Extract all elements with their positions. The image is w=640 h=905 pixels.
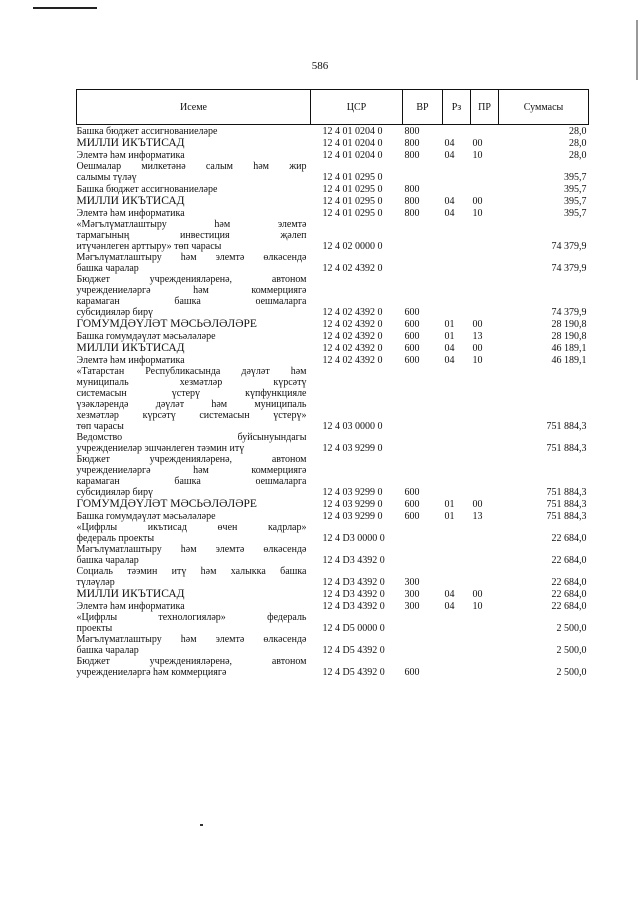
- table-row: [77, 125, 589, 138]
- row-name-line: Оешмалар милкетәнә салым һәм жир: [76, 161, 307, 172]
- row-name-line: учреждениеләргә һәм коммерциягә: [76, 285, 307, 296]
- row-vr: 600: [404, 319, 420, 330]
- row-vr: 800: [404, 138, 420, 149]
- row-name-line: башка чаралар: [76, 645, 139, 656]
- row-rz: [443, 125, 471, 138]
- row-pr: 10: [472, 355, 483, 366]
- header-rz: Рз: [443, 90, 471, 125]
- header-csr: ЦСР: [311, 90, 403, 125]
- row-sum: 74 379,9: [551, 263, 587, 274]
- row-name: [77, 183, 311, 195]
- row-name-line: Элемтә һәм информатика: [76, 601, 185, 612]
- row-sum: 751 884,3: [546, 511, 587, 522]
- table-row: [77, 612, 589, 634]
- row-name-line: карамаган башка оешмаларга: [76, 476, 307, 487]
- row-vr: [403, 366, 443, 432]
- row-pr: [471, 432, 499, 454]
- row-pr: [471, 274, 499, 318]
- row-name-line: «Мәгълүматлаштыру һәм элемтә: [76, 219, 307, 230]
- row-rz: 01: [444, 331, 455, 342]
- row-csr: 12 4 01 0295 0: [322, 208, 383, 219]
- budget-table: [76, 89, 589, 678]
- row-name-line: үзәкләрендә дәүләт һәм муниципаль: [76, 399, 307, 410]
- row-vr: 600: [404, 487, 420, 498]
- row-vr: 800: [404, 150, 420, 161]
- row-name: [77, 149, 311, 161]
- row-rz: [443, 252, 471, 274]
- row-name-line: муниципаль хезмәтләр күрсәтү: [76, 377, 307, 388]
- row-vr: 800: [404, 126, 420, 137]
- row-name: [77, 544, 311, 566]
- header-sum: Суммасы: [499, 90, 589, 125]
- row-vr: 300: [404, 601, 420, 612]
- row-csr: 12 4 01 0204 0: [322, 126, 383, 137]
- row-sum: 28,0: [569, 138, 587, 149]
- row-name-line: Бюджет учрежденияләренә, автоном: [76, 454, 307, 465]
- table-row: [77, 432, 589, 454]
- row-pr: 00: [472, 138, 483, 149]
- table-row: [77, 252, 589, 274]
- row-pr: [471, 125, 499, 138]
- row-name-line: итүчәнлеген арттыру» төп чарасы: [76, 241, 222, 252]
- row-vr: 800: [404, 208, 420, 219]
- row-vr: [403, 634, 443, 656]
- table-row: [77, 366, 589, 432]
- row-name-line: түләүләр: [76, 577, 115, 588]
- row-name: [77, 432, 311, 454]
- row-name: [77, 634, 311, 656]
- row-name-line: учреждениеләр эшчәнлеген тәэмин итү: [76, 443, 245, 454]
- row-name-line: Бюджет учрежденияләренә, автоном: [76, 656, 307, 667]
- row-sum: 2 500,0: [556, 645, 587, 656]
- row-name-line: Башка бюджет ассигнованиеләре: [76, 184, 218, 195]
- row-csr: 12 4 D3 4392 0: [322, 589, 385, 600]
- row-pr: 00: [472, 499, 483, 510]
- table-row: [77, 342, 589, 354]
- row-csr: 12 4 03 9299 0: [322, 487, 383, 498]
- row-name: [77, 219, 311, 252]
- row-name-line: проекты: [76, 623, 113, 634]
- row-sum: 22 684,0: [551, 601, 587, 612]
- row-csr: 12 4 02 4392 0: [322, 319, 383, 330]
- row-csr: 12 4 D3 0000 0: [322, 533, 385, 544]
- row-sum: 46 189,1: [551, 355, 587, 366]
- row-rz: [443, 634, 471, 656]
- row-name: [77, 125, 311, 138]
- row-vr: [403, 219, 443, 252]
- row-pr: [471, 544, 499, 566]
- row-name-line: Мәгълүматлаштыру һәм элемтә өлкәсендә: [76, 544, 307, 555]
- row-name-line: ГОМУМДӘҮЛӘТ МӘСЬӘЛӘЛӘРЕ: [76, 318, 257, 330]
- row-pr: 00: [472, 589, 483, 600]
- table-row: [77, 183, 589, 195]
- row-name: [77, 318, 311, 330]
- row-name: [77, 656, 311, 678]
- row-vr: [403, 522, 443, 544]
- row-name-line: Ведомство буйсынуындагы: [76, 432, 307, 443]
- row-name: [77, 342, 311, 354]
- row-name-line: Башка гомумдәүләт мәсьәләләре: [76, 511, 216, 522]
- row-csr: 12 4 02 4392 0: [322, 263, 383, 274]
- row-vr: 800: [404, 184, 420, 195]
- row-sum: 395,7: [564, 196, 587, 207]
- row-csr: 12 4 D3 4392 0: [322, 577, 385, 588]
- row-vr: 300: [404, 577, 420, 588]
- scan-artifact-dot: [200, 824, 203, 826]
- row-name-line: Элемтә һәм информатика: [76, 208, 185, 219]
- row-rz: [443, 366, 471, 432]
- row-rz: [443, 522, 471, 544]
- row-csr: 12 4 02 4392 0: [322, 355, 383, 366]
- row-rz: [443, 612, 471, 634]
- row-rz: [443, 432, 471, 454]
- table-row: [77, 544, 589, 566]
- table-row: [77, 354, 589, 366]
- row-csr: 12 4 03 0000 0: [322, 421, 383, 432]
- row-name: [77, 498, 311, 510]
- table-row: [77, 522, 589, 544]
- row-sum: 395,7: [564, 208, 587, 219]
- table-row: [77, 600, 589, 612]
- row-pr: [471, 522, 499, 544]
- row-pr: 13: [472, 331, 483, 342]
- row-sum: 22 684,0: [551, 589, 587, 600]
- row-csr: 12 4 03 9299 0: [322, 499, 383, 510]
- row-name-line: субсидияләр бирү: [76, 307, 153, 318]
- row-name: [77, 612, 311, 634]
- row-rz: [443, 183, 471, 195]
- row-pr: [471, 366, 499, 432]
- row-vr: [403, 252, 443, 274]
- row-name: [77, 566, 311, 588]
- row-name-line: учреждениеләргә һәм коммерциягә: [76, 465, 307, 476]
- row-sum: 22 684,0: [551, 577, 587, 588]
- row-vr: 300: [404, 589, 420, 600]
- row-name: [77, 274, 311, 318]
- row-name-line: тармагының инвестиция җәлеп: [76, 230, 307, 241]
- row-csr: 12 4 03 9299 0: [322, 511, 383, 522]
- row-vr: 600: [404, 331, 420, 342]
- row-rz: [443, 454, 471, 498]
- row-vr: 800: [404, 196, 420, 207]
- row-name-line: Мәгълүматлаштыру һәм элемтә өлкәсендә: [76, 252, 307, 263]
- row-name-line: Элемтә һәм информатика: [76, 355, 185, 366]
- row-rz: [443, 566, 471, 588]
- row-pr: [471, 161, 499, 183]
- row-rz: 04: [444, 196, 455, 207]
- row-rz: 04: [444, 589, 455, 600]
- row-csr: 12 4 03 9299 0: [322, 443, 383, 454]
- row-name-line: Башка бюджет ассигнованиеләре: [76, 126, 218, 137]
- row-csr: 12 4 D3 4392 0: [322, 555, 385, 566]
- row-pr: [471, 252, 499, 274]
- row-rz: 04: [444, 208, 455, 219]
- row-sum: 751 884,3: [546, 443, 587, 454]
- row-sum: 751 884,3: [546, 421, 587, 432]
- row-sum: 2 500,0: [556, 623, 587, 634]
- row-name: [77, 600, 311, 612]
- row-name-line: Элемтә һәм информатика: [76, 150, 185, 161]
- row-name-line: «Цифрлы икътисад өчен кадрлар»: [76, 522, 307, 533]
- row-csr: 12 4 D3 4392 0: [322, 601, 385, 612]
- header-vr: ВР: [403, 90, 443, 125]
- row-name-line: салымы түләү: [76, 172, 137, 183]
- row-pr: 00: [472, 196, 483, 207]
- table-row: [77, 634, 589, 656]
- row-vr: 600: [404, 511, 420, 522]
- row-name-line: Мәгълүматлаштыру һәм элемтә өлкәсендә: [76, 634, 307, 645]
- table-row: [77, 318, 589, 330]
- table-row: [77, 498, 589, 510]
- row-name-line: «Татарстан Республикасында дәүләт һәм: [76, 366, 307, 377]
- row-vr: 600: [404, 343, 420, 354]
- row-rz: 04: [444, 343, 455, 354]
- row-name-line: хезмәтләр күрсәтү системасын үстерү»: [76, 410, 307, 421]
- row-pr: [471, 183, 499, 195]
- row-vr: [403, 544, 443, 566]
- row-csr: 12 4 02 4392 0: [322, 331, 383, 342]
- row-sum: 22 684,0: [551, 555, 587, 566]
- row-vr: [403, 432, 443, 454]
- row-csr: 12 4 02 0000 0: [322, 241, 383, 252]
- row-name-line: МИЛЛИ ИКЪТИСАД: [76, 588, 185, 600]
- row-name-line: МИЛЛИ ИКЪТИСАД: [76, 342, 185, 354]
- row-name-line: башка чаралар: [76, 555, 139, 566]
- row-sum: 395,7: [564, 184, 587, 195]
- row-sum: 22 684,0: [551, 533, 587, 544]
- page-number: 586: [311, 60, 329, 72]
- row-sum: 28 190,8: [551, 331, 587, 342]
- row-name: [77, 195, 311, 207]
- row-name-line: субсидияләр бирү: [76, 487, 153, 498]
- row-name: [77, 354, 311, 366]
- table-row: [77, 195, 589, 207]
- row-vr: 600: [404, 355, 420, 366]
- row-pr: 00: [472, 319, 483, 330]
- row-sum: 28,0: [569, 150, 587, 161]
- row-vr: 600: [404, 499, 420, 510]
- row-rz: 04: [444, 601, 455, 612]
- row-pr: 00: [472, 343, 483, 354]
- row-csr: 12 4 D5 4392 0: [322, 645, 385, 656]
- row-rz: 01: [444, 319, 455, 330]
- row-vr: 600: [404, 307, 420, 318]
- row-name: [77, 588, 311, 600]
- row-csr: 12 4 01 0295 0: [322, 172, 383, 183]
- header-name: Исеме: [77, 90, 311, 125]
- table-row: [77, 566, 589, 588]
- row-pr: [471, 656, 499, 678]
- row-rz: [443, 161, 471, 183]
- row-name-line: федераль проекты: [76, 533, 155, 544]
- row-vr: [403, 161, 443, 183]
- row-pr: [471, 634, 499, 656]
- row-vr: 600: [404, 667, 420, 678]
- table-row: [77, 656, 589, 678]
- table-row: [77, 161, 589, 183]
- row-sum: 395,7: [564, 172, 587, 183]
- row-name-line: төп чарасы: [76, 421, 124, 432]
- row-pr: [471, 612, 499, 634]
- row-name-line: Социаль тәэмин итү һәм халыкка башка: [76, 566, 307, 577]
- row-name: [77, 252, 311, 274]
- row-pr: 13: [472, 511, 483, 522]
- row-rz: [443, 544, 471, 566]
- row-csr: 12 4 01 0204 0: [322, 150, 383, 161]
- row-rz: [443, 274, 471, 318]
- table-header: [77, 90, 589, 125]
- table-row: [77, 219, 589, 252]
- row-rz: [443, 656, 471, 678]
- table-row: [77, 454, 589, 498]
- row-name-line: МИЛЛИ ИКЪТИСАД: [76, 195, 185, 207]
- row-csr: 12 4 01 0204 0: [322, 138, 383, 149]
- row-name: [77, 454, 311, 498]
- row-name: [77, 330, 311, 342]
- row-pr: 10: [472, 601, 483, 612]
- row-name-line: Башка гомумдәүләт мәсьәләләре: [76, 331, 216, 342]
- row-name-line: ГОМУМДӘҮЛӘТ МӘСЬӘЛӘЛӘРЕ: [76, 498, 257, 510]
- row-name-line: башка чаралар: [76, 263, 139, 274]
- row-name: [77, 137, 311, 149]
- row-sum: 74 379,9: [551, 241, 587, 252]
- row-pr: [471, 219, 499, 252]
- row-name: [77, 366, 311, 432]
- row-pr: [471, 566, 499, 588]
- row-name-line: «Цифрлы технологияләр» федераль: [76, 612, 307, 623]
- row-name: [77, 510, 311, 522]
- row-name: [77, 161, 311, 183]
- row-sum: 28 190,8: [551, 319, 587, 330]
- row-name: [77, 207, 311, 219]
- row-pr: 10: [472, 150, 483, 161]
- table-row: [77, 330, 589, 342]
- table-body: [77, 125, 589, 679]
- row-name: [77, 522, 311, 544]
- row-name-line: МИЛЛИ ИКЪТИСАД: [76, 137, 185, 149]
- row-name-line: системасын үстерү күпфункцияле: [76, 388, 307, 399]
- row-sum: 751 884,3: [546, 487, 587, 498]
- row-sum: 46 189,1: [551, 343, 587, 354]
- row-rz: 01: [444, 499, 455, 510]
- row-name-line: карамаган башка оешмаларга: [76, 296, 307, 307]
- table-row: [77, 274, 589, 318]
- row-vr: [403, 612, 443, 634]
- row-rz: 04: [444, 138, 455, 149]
- row-pr: [471, 454, 499, 498]
- row-rz: 01: [444, 511, 455, 522]
- row-sum: 2 500,0: [556, 667, 587, 678]
- row-csr: 12 4 D5 4392 0: [322, 667, 385, 678]
- row-csr: 12 4 01 0295 0: [322, 184, 383, 195]
- row-pr: 10: [472, 208, 483, 219]
- row-rz: [443, 219, 471, 252]
- row-name-line: учреждениеләргә һәм коммерциягә: [76, 667, 227, 678]
- scan-artifact-top: [33, 7, 97, 9]
- row-csr: 12 4 D5 0000 0: [322, 623, 385, 634]
- row-sum: 28,0: [569, 126, 587, 137]
- table-row: [77, 588, 589, 600]
- row-csr: 12 4 02 4392 0: [322, 307, 383, 318]
- table-row: [77, 510, 589, 522]
- table-row: [77, 137, 589, 149]
- table-row: [77, 149, 589, 161]
- row-sum: 74 379,9: [551, 307, 587, 318]
- row-sum: 751 884,3: [546, 499, 587, 510]
- row-name-line: Бюджет учрежденияләренә, автоном: [76, 274, 307, 285]
- row-csr: 12 4 02 4392 0: [322, 343, 383, 354]
- header-pr: ПР: [471, 90, 499, 125]
- row-csr: 12 4 01 0295 0: [322, 196, 383, 207]
- row-rz: 04: [444, 150, 455, 161]
- row-rz: 04: [444, 355, 455, 366]
- table-row: [77, 207, 589, 219]
